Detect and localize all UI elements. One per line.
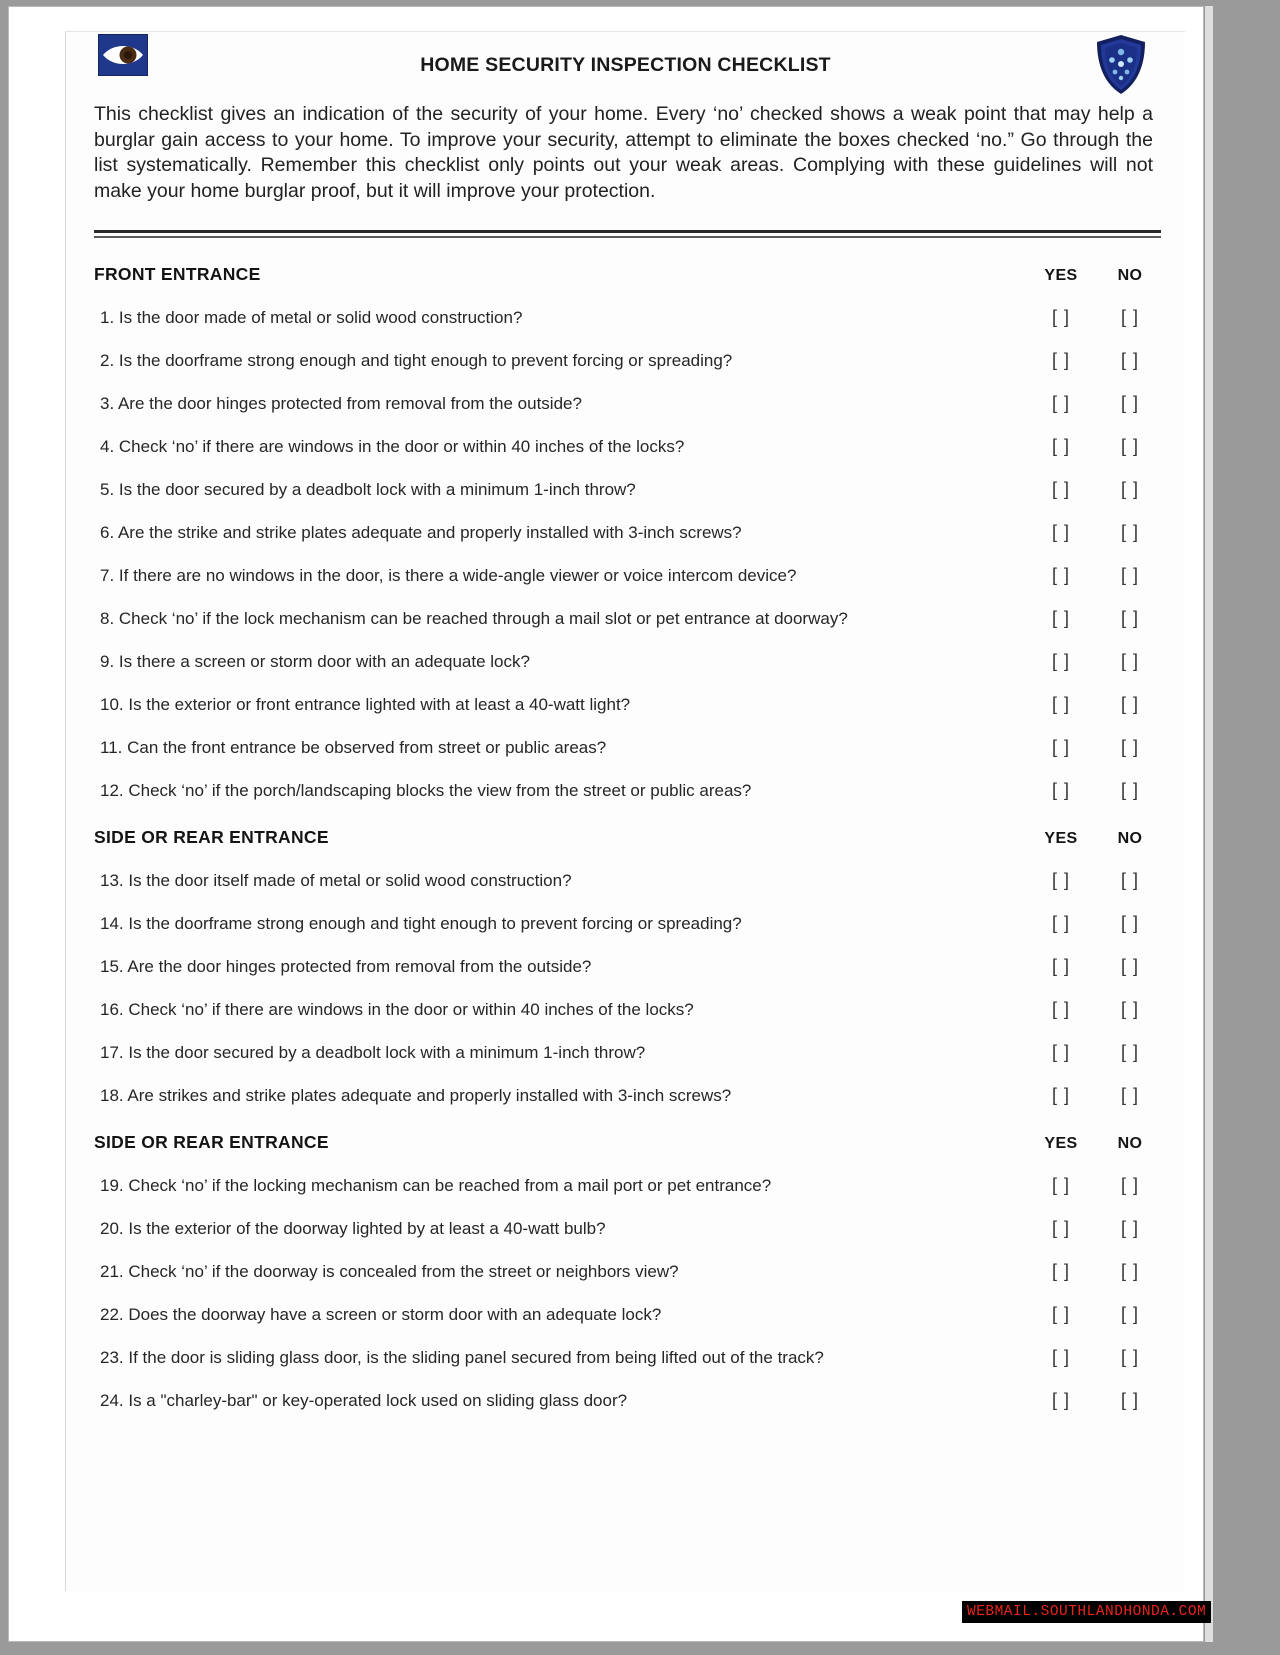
checkbox-no[interactable]: [ ]	[1120, 694, 1139, 714]
checklist-item	[94, 870, 1161, 891]
checkbox-no[interactable]: [ ]	[1120, 1304, 1139, 1324]
checklist-item	[94, 1304, 1161, 1325]
checklist-item-text: 14. Is the doorframe strong enough and tight enough to prevent forcing or spreading?	[100, 914, 742, 933]
checklist-item	[94, 956, 1161, 977]
checklist-item	[94, 1390, 1161, 1411]
checkbox-no[interactable]: [ ]	[1120, 913, 1139, 933]
checkbox-no[interactable]: [ ]	[1120, 307, 1139, 327]
page-edge-shadow	[1205, 6, 1213, 1642]
page-sheet	[8, 6, 1204, 1642]
checkbox-yes[interactable]: [ ]	[1051, 1218, 1070, 1238]
intro-paragraph: This checklist gives an indication of the security of your home. Every ‘no’ checked shows a weak point that may help a burglar gain access to your home. To improve your security, attempt to eliminate the boxes checked ‘no.” Go through the list systematically. Remember this checklist only points out your weak areas. Complying with these guidelines will not make your home burglar proof, but it will improve your protection.	[94, 103, 1153, 202]
section-title: SIDE OR REAR ENTRANCE	[94, 827, 329, 847]
column-header-yes: YES	[1044, 830, 1078, 847]
checklist-item-text: 15. Are the door hinges protected from removal from the outside?	[100, 957, 592, 976]
checkbox-no[interactable]: [ ]	[1120, 1347, 1139, 1367]
footer-watermark: WEBMAIL.SOUTHLANDHONDA.COM	[962, 1601, 1211, 1623]
checkbox-yes[interactable]: [ ]	[1051, 393, 1070, 413]
checklist-item	[94, 479, 1161, 500]
checklist-item	[94, 565, 1161, 586]
checkbox-yes[interactable]: [ ]	[1051, 1347, 1070, 1367]
checkbox-yes[interactable]: [ ]	[1051, 870, 1070, 890]
checkbox-yes[interactable]: [ ]	[1051, 737, 1070, 757]
checklist-item	[94, 436, 1161, 457]
checkbox-yes[interactable]: [ ]	[1051, 565, 1070, 585]
page-title: HOME SECURITY INSPECTION CHECKLIST	[420, 54, 831, 76]
checklist-section	[94, 264, 1161, 801]
checklist-item-text: 12. Check ‘no’ if the porch/landscaping blocks the view from the street or public areas?	[100, 781, 752, 800]
header-divider	[94, 230, 1161, 238]
column-header-yes: YES	[1044, 1135, 1078, 1152]
checkbox-no[interactable]: [ ]	[1120, 956, 1139, 976]
checklist-item	[94, 780, 1161, 801]
checkbox-yes[interactable]: [ ]	[1051, 522, 1070, 542]
checkbox-yes[interactable]: [ ]	[1051, 350, 1070, 370]
checklist-item-text: 9. Is there a screen or storm door with an adequate lock?	[100, 652, 530, 671]
section-header-row	[94, 264, 1161, 285]
checklist-item-text: 10. Is the exterior or front entrance lighted with at least a 40-watt light?	[100, 695, 631, 714]
checkbox-no[interactable]: [ ]	[1120, 608, 1139, 628]
checklist-item-text: 22. Does the doorway have a screen or storm door with an adequate lock?	[100, 1305, 662, 1324]
checklist-item-text: 2. Is the doorframe strong enough and tight enough to prevent forcing or spreading?	[100, 351, 733, 370]
checklist-item	[94, 608, 1161, 629]
checklist-item-text: 18. Are strikes and strike plates adequate and properly installed with 3-inch screws?	[100, 1086, 732, 1105]
checkbox-no[interactable]: [ ]	[1120, 1175, 1139, 1195]
section-title: FRONT ENTRANCE	[94, 264, 261, 284]
section-header-row	[94, 1132, 1161, 1153]
checkbox-yes[interactable]: [ ]	[1051, 1261, 1070, 1281]
checkbox-yes[interactable]: [ ]	[1051, 999, 1070, 1019]
column-header-no: NO	[1117, 1135, 1143, 1152]
checklist-item	[94, 694, 1161, 715]
checklist-item-text: 19. Check ‘no’ if the locking mechanism can be reached from a mail port or pet entrance?	[100, 1176, 772, 1195]
scanned-document	[65, 31, 1185, 1591]
checklist-item	[94, 1175, 1161, 1196]
checkbox-no[interactable]: [ ]	[1120, 350, 1139, 370]
checkbox-no[interactable]: [ ]	[1120, 1085, 1139, 1105]
checklist-item	[94, 350, 1161, 371]
checkbox-no[interactable]: [ ]	[1120, 393, 1139, 413]
section-header-row	[94, 827, 1161, 848]
checklist-item-text: 8. Check ‘no’ if the lock mechanism can be reached through a mail slot or pet entrance at doorway?	[100, 609, 848, 628]
checklist-item-text: 21. Check ‘no’ if the doorway is concealed from the street or neighbors view?	[100, 1262, 679, 1281]
section-title: SIDE OR REAR ENTRANCE	[94, 1132, 329, 1152]
checklist-item	[94, 1085, 1161, 1106]
checkbox-yes[interactable]: [ ]	[1051, 651, 1070, 671]
checklist-item-text: 23. If the door is sliding glass door, is the sliding panel secured from being lifted out of the track?	[100, 1348, 824, 1367]
checkbox-yes[interactable]: [ ]	[1051, 479, 1070, 499]
checkbox-yes[interactable]: [ ]	[1051, 694, 1070, 714]
checkbox-yes[interactable]: [ ]	[1051, 780, 1070, 800]
checkbox-yes[interactable]: [ ]	[1051, 1175, 1070, 1195]
checklist-item	[94, 999, 1161, 1020]
checklist-item-text: 20. Is the exterior of the doorway lighted by at least a 40-watt bulb?	[100, 1219, 606, 1238]
checkbox-yes[interactable]: [ ]	[1051, 1304, 1070, 1324]
checklist-item-text: 5. Is the door secured by a deadbolt lock with a minimum 1-inch throw?	[100, 480, 636, 499]
checklist-item	[94, 1218, 1161, 1239]
checklist-item-text: 24. Is a "charley-bar" or key-operated lock used on sliding glass door?	[100, 1391, 628, 1410]
checklist-item	[94, 651, 1161, 672]
checkbox-no[interactable]: [ ]	[1120, 651, 1139, 671]
checkbox-no[interactable]: [ ]	[1120, 737, 1139, 757]
checkbox-yes[interactable]: [ ]	[1051, 1042, 1070, 1062]
checklist-item-text: 3. Are the door hinges protected from removal from the outside?	[100, 394, 582, 413]
checklist-item	[94, 913, 1161, 934]
checkbox-yes[interactable]: [ ]	[1051, 913, 1070, 933]
checklist-item-text: 6. Are the strike and strike plates adequate and properly installed with 3-inch screws?	[100, 523, 742, 542]
checklist-item-text: 1. Is the door made of metal or solid wood construction?	[100, 308, 523, 327]
checklist-item-text: 16. Check ‘no’ if there are windows in the door or within 40 inches of the locks?	[100, 1000, 694, 1019]
checklist-section	[94, 1132, 1161, 1411]
checklist-item	[94, 1261, 1161, 1282]
checklist-item-text: 4. Check ‘no’ if there are windows in the door or within 40 inches of the locks?	[100, 437, 685, 456]
checklist-item-text: 11. Can the front entrance be observed from street or public areas?	[100, 738, 607, 757]
checkbox-yes[interactable]: [ ]	[1051, 1085, 1070, 1105]
checkbox-no[interactable]: [ ]	[1120, 1218, 1139, 1238]
checkbox-no[interactable]: [ ]	[1120, 1390, 1139, 1410]
checklist-item-text: 7. If there are no windows in the door, is there a wide-angle viewer or voice intercom device?	[100, 566, 797, 585]
checklist-section	[94, 827, 1161, 1106]
checklist-item-text: 13. Is the door itself made of metal or solid wood construction?	[100, 871, 572, 890]
checklist-item	[94, 1042, 1161, 1063]
checklist-item	[94, 307, 1161, 328]
checkbox-no[interactable]: [ ]	[1120, 870, 1139, 890]
column-header-no: NO	[1117, 830, 1143, 847]
checkbox-no[interactable]: [ ]	[1120, 1261, 1139, 1281]
checkbox-no[interactable]: [ ]	[1120, 522, 1139, 542]
checklist-item	[94, 522, 1161, 543]
checklist-body	[66, 264, 1185, 1411]
checklist-item	[94, 737, 1161, 758]
document-header	[66, 32, 1185, 102]
checkbox-no[interactable]: [ ]	[1120, 565, 1139, 585]
checkbox-no[interactable]: [ ]	[1120, 780, 1139, 800]
checkbox-no[interactable]: [ ]	[1120, 479, 1139, 499]
checkbox-yes[interactable]: [ ]	[1051, 436, 1070, 456]
checkbox-yes[interactable]: [ ]	[1051, 307, 1070, 327]
column-header-yes: YES	[1044, 267, 1078, 284]
checklist-item	[94, 393, 1161, 414]
checkbox-yes[interactable]: [ ]	[1051, 1390, 1070, 1410]
column-header-no: NO	[1117, 267, 1143, 284]
checkbox-no[interactable]: [ ]	[1120, 1042, 1139, 1062]
checklist-item-text: 17. Is the door secured by a deadbolt lock with a minimum 1-inch throw?	[100, 1043, 646, 1062]
checkbox-no[interactable]: [ ]	[1120, 999, 1139, 1019]
checklist-item	[94, 1347, 1161, 1368]
checkbox-no[interactable]: [ ]	[1120, 436, 1139, 456]
checkbox-yes[interactable]: [ ]	[1051, 956, 1070, 976]
checkbox-yes[interactable]: [ ]	[1051, 608, 1070, 628]
